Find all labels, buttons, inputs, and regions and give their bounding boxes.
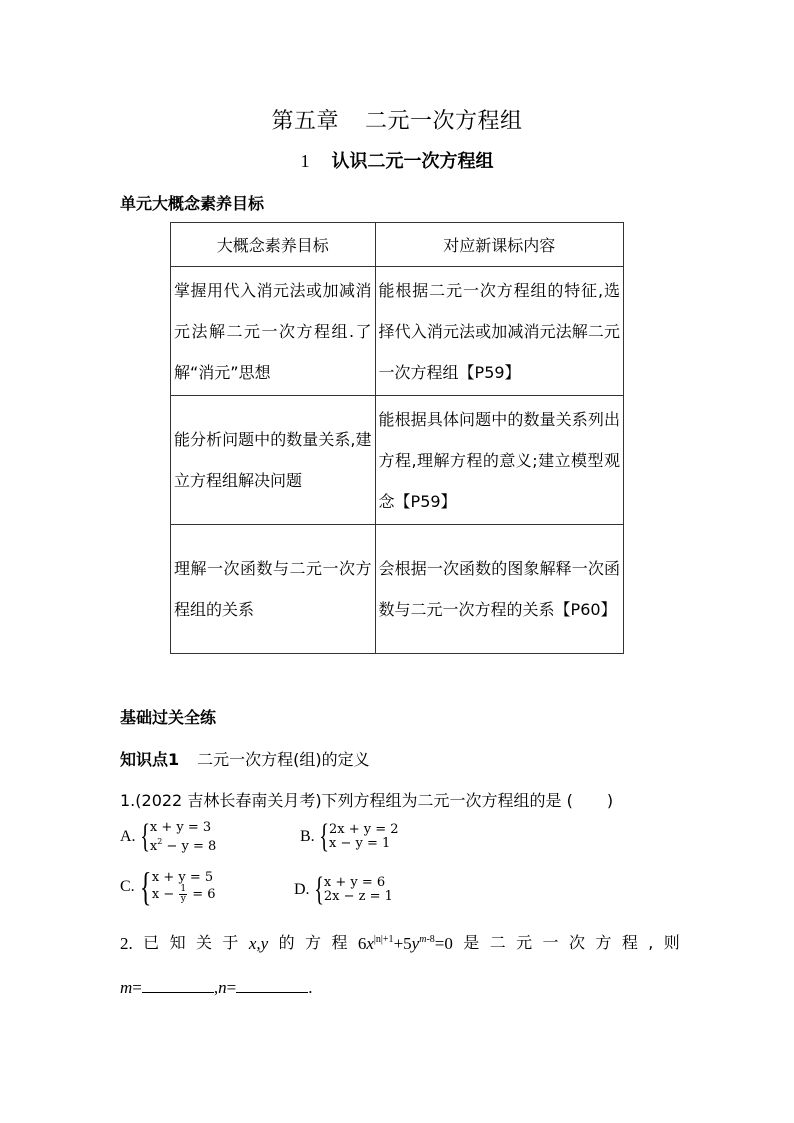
equation-line: 2x − z = 1 (323, 889, 393, 904)
content-text: 能根据具体问题中的数量关系列出方程,理解方程的意义;建立模型观念 (378, 409, 620, 511)
question-2-token: 已 (143, 933, 160, 952)
equation-system (324, 876, 393, 904)
table-header-goal: 大概念素养目标 (171, 223, 376, 267)
knowledge-point-title: 二元一次方程(组)的定义 (197, 750, 370, 769)
question-2-token: 关 (196, 933, 213, 952)
content-text: 会根据一次函数的图象解释一次函数与二元一次方程的关系 (378, 559, 620, 619)
equation-line: x − $\frac{1}{y}$ = 6 (151, 883, 216, 904)
option-c-label: C. (120, 878, 135, 895)
knowledge-point-heading (120, 747, 370, 770)
goals-table (170, 222, 624, 654)
table-cell-content (375, 396, 623, 525)
equation-line: x + y = 5 (151, 869, 214, 885)
practice-heading: 基础过关全练 (120, 708, 217, 727)
curriculum-ref: 【P59】 (458, 362, 521, 382)
section-name: 认识二元一次方程组 (331, 151, 494, 172)
question-2-token: 于 (222, 933, 239, 952)
chapter-number: 第五章 (271, 109, 339, 134)
equation-line: x − y = 1 (329, 836, 391, 851)
m-answer-blank[interactable] (142, 978, 214, 993)
question-2-token: 一 (542, 933, 559, 952)
option-d[interactable] (294, 873, 393, 907)
knowledge-point-label: 知识点1 (120, 750, 180, 769)
table-header-content: 对应新课标内容 (375, 223, 623, 267)
question-2-token: 次 (568, 933, 585, 952)
table-cell-goal: 掌握用代入消元法或加减消元法解二元一次方程组.了解“消元”思想 (171, 267, 376, 396)
question-2-token: 2. (120, 934, 133, 953)
question-1-text: 1.(2022 吉林长春南关月考)下列方程组为二元一次方程组的是 ( (120, 791, 573, 810)
table-cell-goal: 理解一次函数与二元一次方程组的关系 (171, 525, 376, 654)
question-2-stem (120, 935, 680, 952)
comma: , (213, 978, 219, 997)
question-2-token: 元 (516, 933, 533, 952)
equation-system (152, 871, 216, 904)
period: . (308, 978, 313, 997)
table-cell-goal: 能分析问题中的数量关系,建立方程组解决问题 (171, 396, 376, 525)
equals-sign: = (132, 978, 142, 997)
question-2-token: 程 (331, 933, 348, 952)
content-text: 能根据二元一次方程组的特征,选择代入消元法或加减消元法解二元一次方程组 (378, 280, 620, 382)
curriculum-ref: 【P59】 (394, 491, 457, 511)
table-cell-content (375, 267, 623, 396)
goals-heading: 单元大概念素养目标 (120, 194, 265, 213)
question-2-token: 的 (278, 933, 295, 952)
question-2-token: 知 (169, 933, 186, 952)
brace-icon: { (318, 818, 329, 855)
option-a[interactable] (120, 820, 216, 854)
table-header-row (171, 223, 624, 267)
equation-system (329, 823, 399, 851)
question-1-stem (120, 788, 613, 811)
equation-line: 2x + y = 2 (329, 822, 399, 837)
equation-line: x + y = 6 (323, 875, 386, 890)
equation-line: x + y = 3 (149, 819, 212, 835)
question-2-token: 方 (595, 933, 612, 952)
brace-icon: { (313, 871, 324, 908)
chapter-name: 二元一次方程组 (365, 109, 523, 134)
option-a-label: A. (120, 828, 136, 845)
section-title (0, 147, 794, 173)
question-2-token: 则 (663, 933, 680, 952)
n-variable: n (218, 978, 227, 997)
question-2-line (120, 935, 680, 952)
section-number: 1 (300, 151, 310, 171)
table-cell-content (375, 525, 623, 654)
answer-paren-close: ) (606, 791, 614, 810)
question-2-token: 是 (463, 933, 480, 952)
table-row (171, 525, 624, 654)
chapter-title (0, 104, 794, 135)
table-row (171, 396, 624, 525)
equation-line: $x^2 - y = 8$ (149, 836, 217, 854)
option-b-label: B. (300, 828, 315, 845)
question-2-token: $6x^{|n|+1}+5y^{m-8}=0$ (357, 934, 453, 953)
question-2-token: 二 (489, 933, 506, 952)
question-2-token: , (648, 933, 654, 952)
n-answer-blank[interactable] (236, 978, 308, 993)
equals-sign: = (226, 978, 237, 997)
option-c[interactable] (120, 864, 216, 909)
table-row (171, 267, 624, 396)
m-variable: m (120, 978, 133, 997)
brace-icon: { (139, 818, 150, 855)
option-b[interactable] (300, 820, 399, 854)
fraction: $\frac{1}{y}$ (180, 883, 187, 904)
question-2-answer-line (120, 978, 312, 998)
option-d-label: D. (294, 881, 310, 898)
equation-system (150, 821, 216, 854)
question-2-token: 程 (621, 933, 638, 952)
brace-icon: { (139, 864, 152, 909)
curriculum-ref: 【P60】 (554, 600, 617, 619)
question-2-token: x,y (248, 934, 269, 953)
question-2-token: 方 (305, 933, 322, 952)
